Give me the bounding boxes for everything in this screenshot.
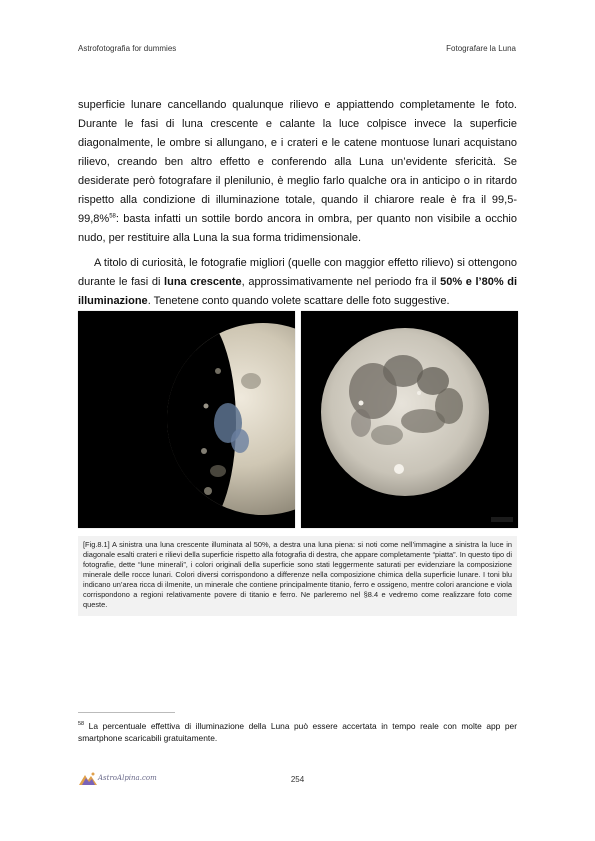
paragraph-2-text: A titolo di curiosità, le fotografie migliori (quelle con maggior effetto rilievo) si ottengono durante le fasi di (78, 257, 517, 288)
footnote-text: La percentuale effettiva di illuminazione della Luna può essere accertata in tempo reale con molte app per smartphone scaricabili gratuitamente. (78, 721, 517, 743)
body-text (78, 96, 517, 317)
paragraph-2 (78, 254, 517, 311)
logo-text: AstroAlpina.com (98, 774, 157, 782)
running-header-right: Fotografare la Luna (446, 44, 516, 53)
paragraph-2-tail: . Tenetene conto quando volete scattare delle foto suggestive. (147, 295, 450, 307)
full-moon-photo (301, 311, 518, 528)
figure-caption: [Fig.8.1] A sinistra una luna crescente illuminata al 50%, a destra una luna piena: si noti come nell’immagine a sinistra la luce in diagonale esalti crateri e rilievi della superficie rispetto alla fotografia di destra, che appare completamente “piatta”. In questo tipo di fotografie, dette “lune minerali”, i colori originali della superficie sono stati leggermente saturati per evidenziare la composizione minerale delle rocce lunari. Colori diversi corrispondono a differenze nella composizione chimica della superficie lunare. I toni blu indicano un’area ricca di ilmenite, un minerale che contiene principalmente titanio, ferro e ossigeno, mentre colori arancione e viola corrispondono a regioni relativamente povere di titanio e ferro. Ne parleremo nel §8.4 e vedremo come realizzare foto come queste. (78, 536, 517, 616)
paragraph-1 (78, 96, 517, 248)
crescent-moon-photo (78, 311, 295, 528)
footnote-reference: 58 (109, 213, 116, 220)
footnote (78, 720, 517, 744)
bold-crescent-phrase: luna crescente (164, 276, 242, 288)
bold-illumination-range: 50% e l’80% di illuminazione (78, 276, 517, 307)
footnote-number: 58 (78, 721, 85, 728)
footnote-rule (78, 712, 175, 713)
paragraph-1-text: superficie lunare cancellando qualunque rilievo e appiattendo completamente le foto. Durante le fasi di luna crescente e calante la luce colpisce invece la superficie diagonalmente, le ombre si allungano, e i crateri e le catene montuose lunari acquistano rilievo, creando ben altro effetto e conferendo alla Luna un’evidente sfericità. Se desiderate però fotografare il plenilunio, è meglio farlo qualche ora in anticipo o in ritardo rispetto alla condizione di illuminazione totale, quando il chiarore reale è fra il 99,5-99,8% (78, 99, 517, 225)
running-header-left: Astrofotografia for dummies (78, 44, 177, 53)
page-number: 254 (290, 775, 305, 784)
paragraph-1-tail: : basta infatti un sottile bordo ancora in ombra, per quanto non visibile a occhio nudo, per restituire alla Luna la sua forma tridimensionale. (78, 213, 517, 244)
paragraph-2-mid: , approssimativamente nel periodo fra il (241, 276, 441, 288)
